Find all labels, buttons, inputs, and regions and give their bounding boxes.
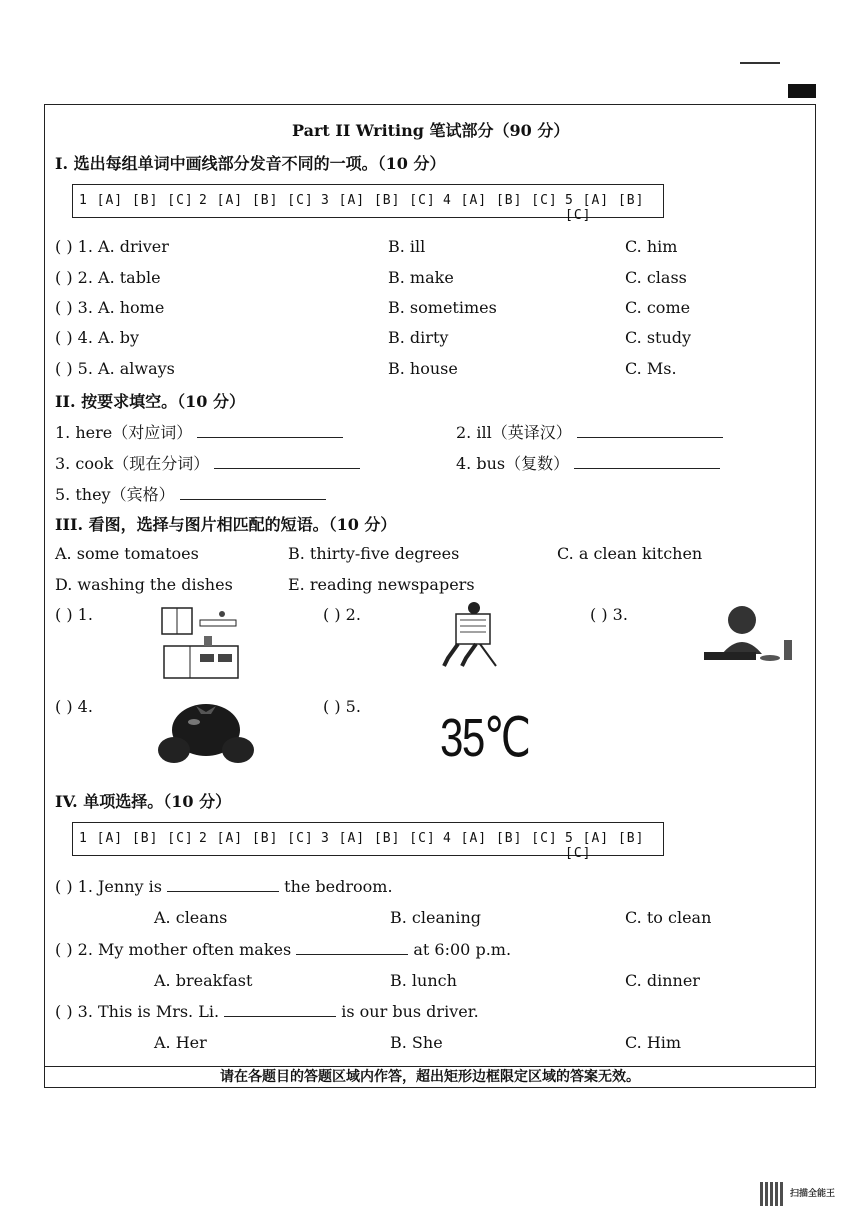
s3-option-a: A. some tomatoes (55, 544, 199, 563)
s3-q5: ( ) 5. (323, 697, 361, 716)
answer-choice[interactable]: 4 [A] [B] [C] (443, 193, 558, 208)
s4-q1-b: B. cleaning (390, 908, 481, 927)
section-2-heading: II. 按要求填空。（10 分） (55, 392, 245, 411)
section-3-heading: III. 看图，选择与图片相匹配的短语。（10 分） (55, 515, 397, 534)
s3-q4: ( ) 4. (55, 697, 93, 716)
s1-q2: ( ) 2. A. table (55, 268, 161, 287)
s4-q2-a: A. breakfast (154, 971, 253, 990)
footer-notice: 请在各题目的答题区域内作答，超出矩形边框限定区域的答案无效。 (44, 1066, 816, 1088)
corner-mark (788, 84, 816, 98)
s1-q1: ( ) 1. A. driver (55, 237, 169, 256)
s1-q5: ( ) 5. A. always (55, 359, 175, 378)
page-title: Part II Writing 笔试部分（90 分） (292, 121, 570, 140)
s1-q2-c: C. class (625, 268, 687, 287)
s4-q2-stem: ( ) 2. My mother often makes at 6:00 p.m. (55, 940, 512, 959)
answer-blank[interactable] (577, 423, 723, 438)
s2-q5: 5. they（宾格） (55, 482, 326, 505)
answer-choice[interactable]: 3 [A] [B] [C] (321, 831, 436, 846)
scanner-watermark (760, 1180, 850, 1210)
answer-choice[interactable]: 5 [A] [B] [C] (565, 193, 645, 223)
s1-q4-c: C. study (625, 328, 692, 347)
temperature-35c: 35℃ (440, 708, 530, 768)
answer-blank[interactable] (214, 454, 360, 469)
s3-q3: ( ) 3. (590, 605, 628, 624)
s3-q1: ( ) 1. (55, 605, 93, 624)
s4-q2-b: B. lunch (390, 971, 457, 990)
kitchen-icon (160, 606, 242, 680)
answer-choice[interactable]: 1 [A] [B] [C] (79, 831, 194, 846)
s4-q3-stem: ( ) 3. This is Mrs. Li. is our bus driver. (55, 1002, 479, 1021)
answer-choice[interactable]: 2 [A] [B] [C] (199, 193, 314, 208)
s4-q1-stem: ( ) 1. Jenny is the bedroom. (55, 877, 393, 896)
s2-q3: 3. cook（现在分词） (55, 451, 360, 474)
s3-option-c: C. a clean kitchen (557, 544, 703, 563)
answer-choice[interactable]: 5 [A] [B] [C] (565, 831, 645, 861)
s1-q3-b: B. sometimes (388, 298, 497, 317)
answer-choice[interactable]: 3 [A] [B] [C] (321, 193, 436, 208)
tomatoes-icon (156, 700, 256, 766)
s3-option-b: B. thirty-five degrees (288, 544, 460, 563)
answer-blank[interactable] (180, 485, 326, 500)
answer-choice[interactable]: 1 [A] [B] [C] (79, 193, 194, 208)
boy-washing-dishes-icon (700, 604, 796, 666)
s1-q3: ( ) 3. A. home (55, 298, 165, 317)
s2-q2: 2. ill（英译汉） (456, 420, 723, 443)
answer-blank[interactable] (197, 423, 343, 438)
qr-code-icon (760, 1182, 784, 1206)
s2-q1: 1. here（对应词） (55, 420, 343, 443)
s1-q2-b: B. make (388, 268, 454, 287)
s3-q2: ( ) 2. (323, 605, 361, 624)
reading-man-icon (436, 600, 500, 670)
s3-option-e: E. reading newspapers (288, 575, 475, 594)
answer-choice[interactable]: 4 [A] [B] [C] (443, 831, 558, 846)
s1-q5-b: B. house (388, 359, 458, 378)
s3-option-d: D. washing the dishes (55, 575, 233, 594)
s1-q1-c: C. him (625, 237, 678, 256)
s1-q4-b: B. dirty (388, 328, 449, 347)
s4-q3-c: C. Him (625, 1033, 682, 1052)
s4-q2-c: C. dinner (625, 971, 700, 990)
answer-blank[interactable] (224, 1002, 336, 1017)
s4-q1-c: C. to clean (625, 908, 712, 927)
answer-blank[interactable] (167, 877, 279, 892)
answer-blank[interactable] (296, 940, 408, 955)
s4-q3-b: B. She (390, 1033, 443, 1052)
s1-q4: ( ) 4. A. by (55, 328, 140, 347)
s1-q1-b: B. ill (388, 237, 426, 256)
section-1-heading: I. 选出每组单词中画线部分发音不同的一项。（10 分） (55, 154, 446, 173)
s4-q3-a: A. Her (154, 1033, 207, 1052)
section-4-heading: IV. 单项选择。（10 分） (55, 792, 232, 811)
scan-mark-line (740, 62, 780, 64)
scanner-label: 扫描全能王 (790, 1189, 836, 1199)
answer-blank[interactable] (574, 454, 720, 469)
answer-strip-2 (72, 822, 664, 861)
s2-q4: 4. bus（复数） (456, 451, 720, 474)
answer-choice[interactable]: 2 [A] [B] [C] (199, 831, 314, 846)
answer-strip-1 (72, 184, 664, 223)
s1-q3-c: C. come (625, 298, 691, 317)
s4-q1-a: A. cleans (154, 908, 228, 927)
s1-q5-c: C. Ms. (625, 359, 677, 378)
